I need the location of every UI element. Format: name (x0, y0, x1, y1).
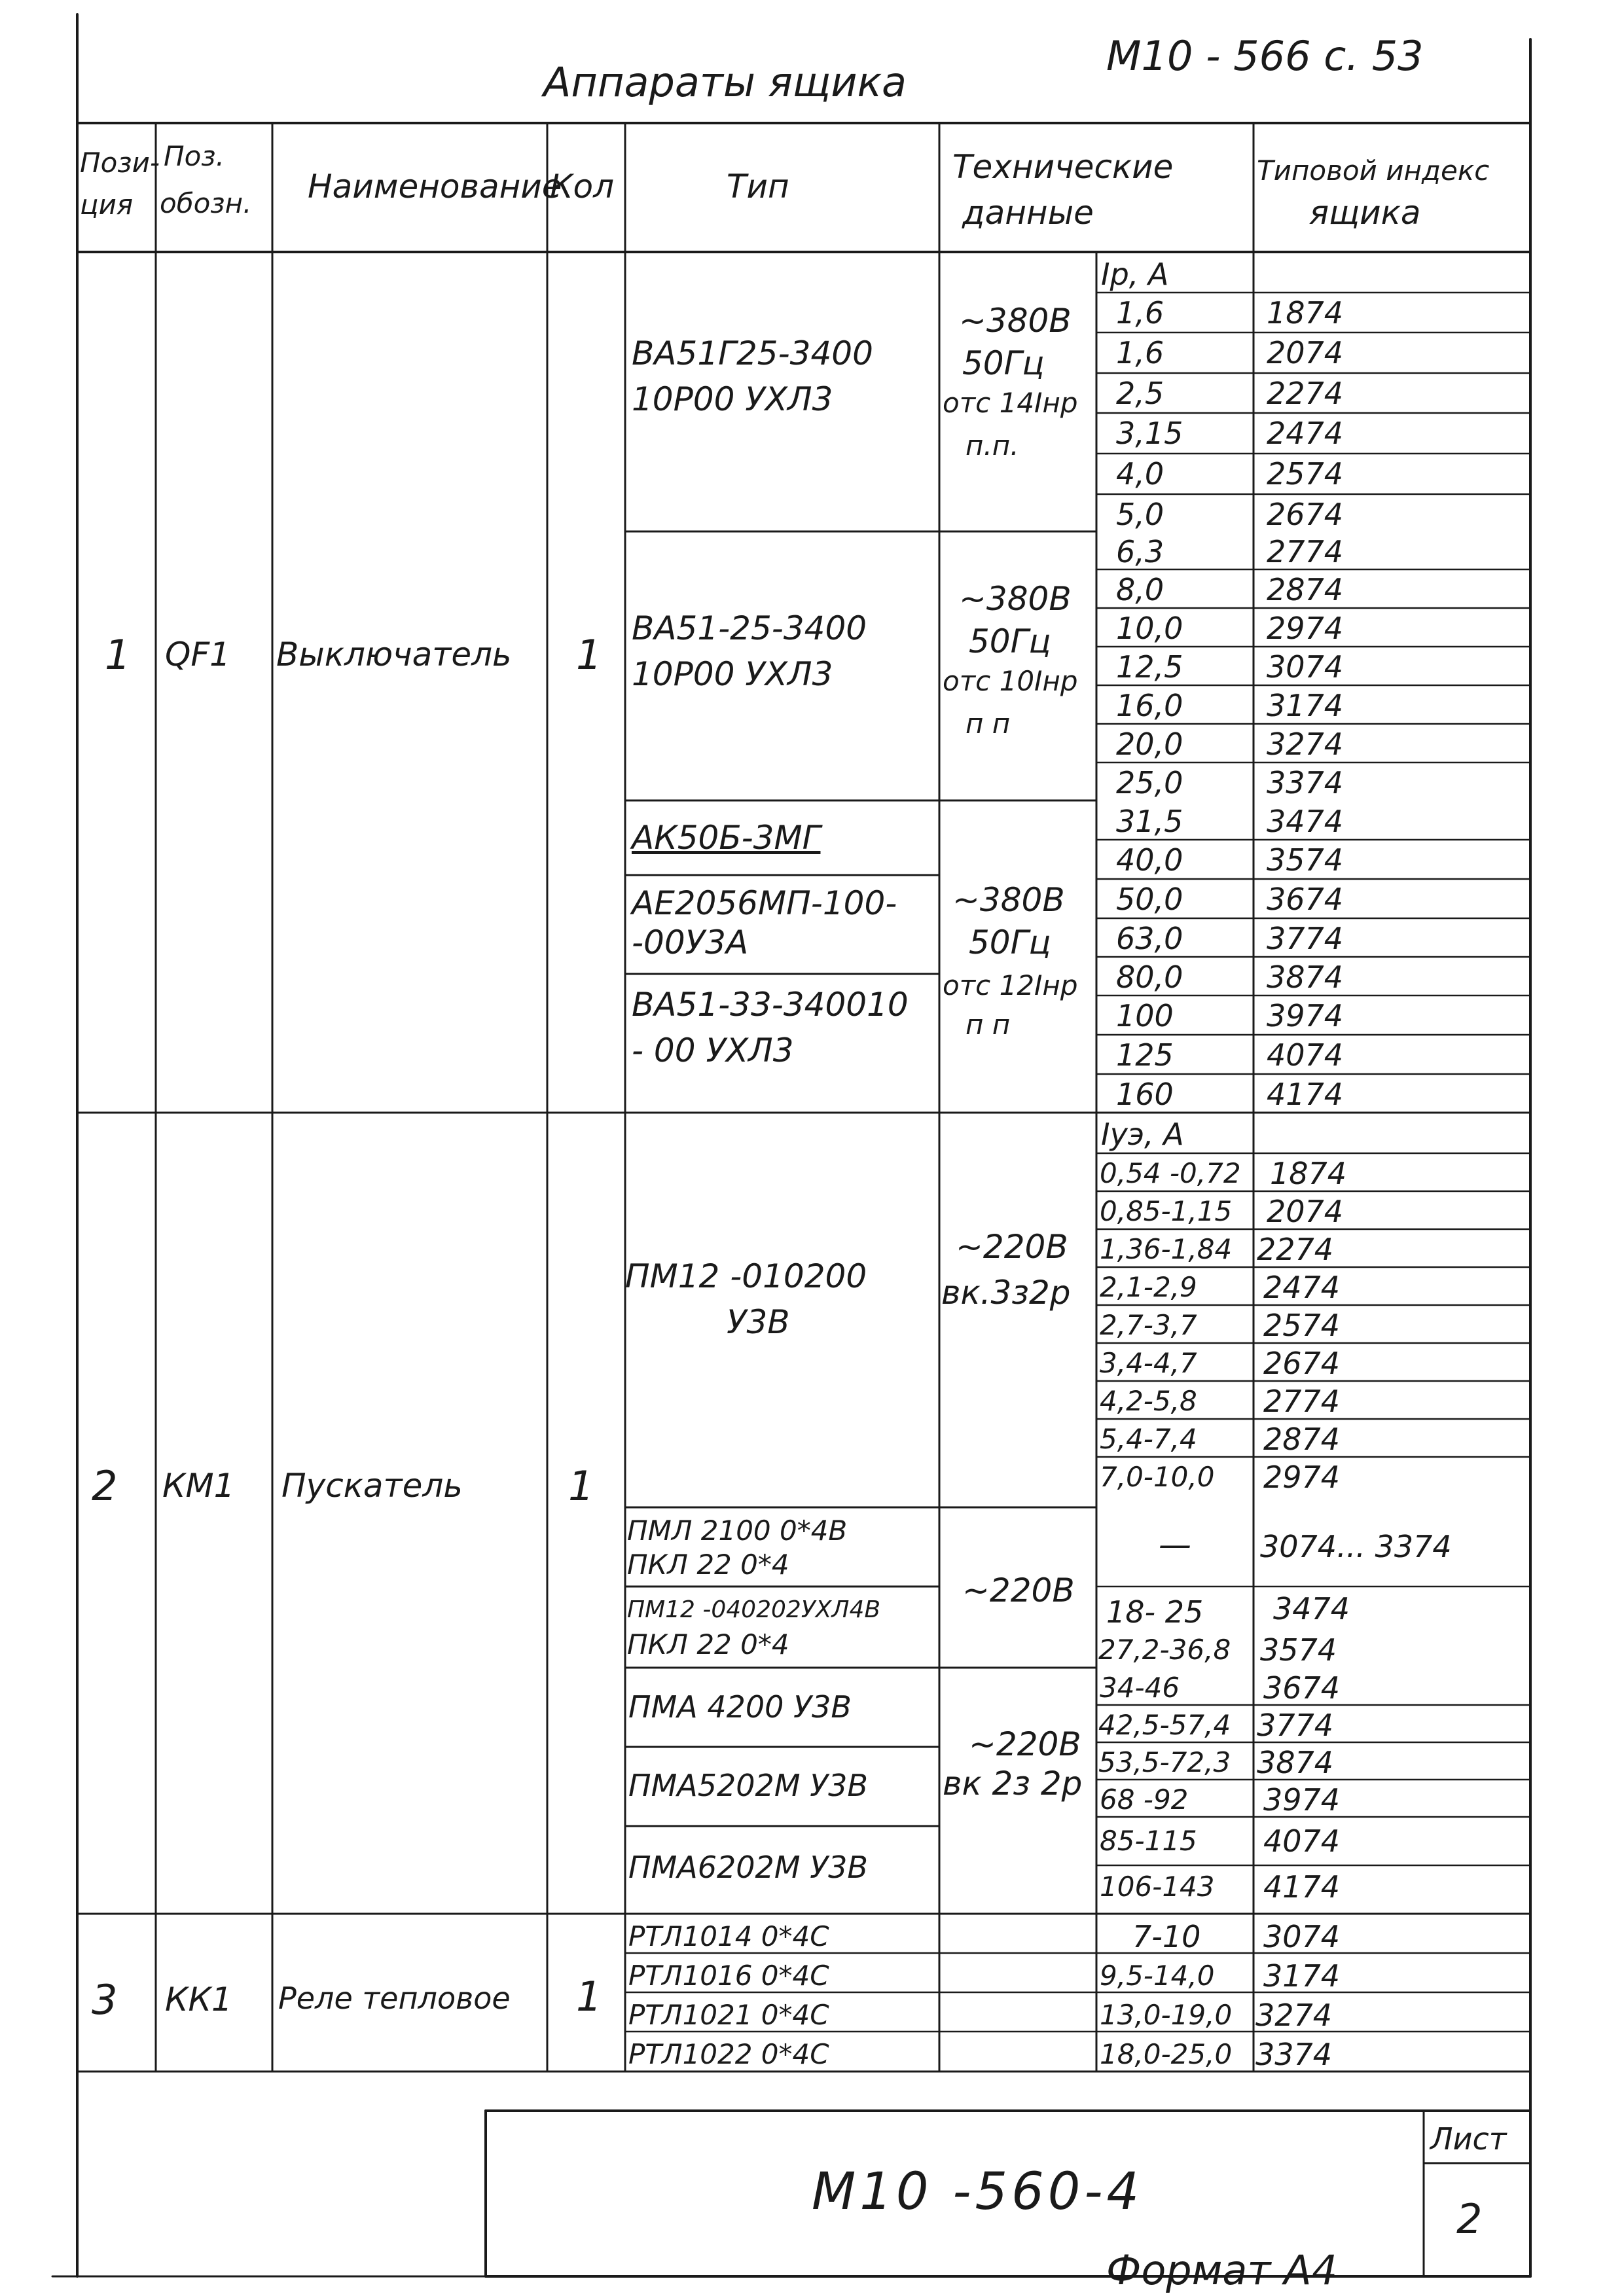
type-2-4-l1: ПМА 4200 У3В (628, 1689, 852, 1725)
g1-value: 40,0 (1116, 842, 1183, 878)
stamp-document-code: М10 -560-4 (812, 2162, 1144, 2221)
type-1-5-l2: - 00 УХЛ3 (632, 1031, 794, 1069)
g2-value: 2,7-3,7 (1100, 1309, 1197, 1341)
g1-value: 25,0 (1116, 765, 1183, 800)
header-qty: Кол (550, 168, 615, 206)
type-2-6-l1: ПМА6202М У3В (628, 1850, 868, 1885)
g1-index: 3174 (1267, 688, 1344, 723)
g3-index: 3174 (1263, 1958, 1341, 1994)
type-3-2: РТЛ1016 0*4С (628, 1960, 829, 1992)
g2-value: 18- 25 (1106, 1594, 1204, 1630)
g1-index: 3074 (1267, 649, 1344, 685)
g2-index: 2974 (1263, 1460, 1341, 1495)
tech-2-1-l1: ~220В (956, 1228, 1068, 1266)
tech-1-1-l4: п.п. (965, 429, 1019, 461)
type-2-5-l1: ПМА5202М У3В (628, 1768, 868, 1803)
header-index-2: ящика (1309, 194, 1421, 232)
header-name: Наименование (308, 168, 562, 206)
type-1-4-l1: АЕ2056МП-100- (632, 884, 897, 922)
header-position-2: ция (80, 188, 134, 221)
tech-2-1-l2: вк.3з2р (941, 1274, 1071, 1312)
g1-index: 2674 (1267, 497, 1344, 532)
type-2-2-l2: ПКЛ 22 0*4 (627, 1549, 789, 1581)
g2-index: 2574 (1263, 1308, 1341, 1343)
g1-value: 5,0 (1116, 497, 1164, 532)
header-index-1: Типовой индекс (1257, 154, 1490, 187)
g1-index: 3774 (1267, 921, 1344, 956)
g1-index: 1874 (1267, 295, 1344, 331)
g2-index: 2074 (1267, 1194, 1344, 1229)
g1-index: 3574 (1267, 842, 1344, 878)
page-title: Аппараты ящика (543, 58, 907, 106)
g1-index: 2774 (1267, 534, 1344, 569)
group3-position: 3 (92, 1976, 118, 2024)
tech-1-3-l3: отс 12Iнр (943, 969, 1078, 1001)
g1-value: 125 (1116, 1037, 1174, 1073)
g2-value: 0,85-1,15 (1100, 1195, 1233, 1227)
header-designation-1: Поз. (164, 140, 225, 172)
g2-index: 2474 (1263, 1270, 1341, 1305)
g1-value: 6,3 (1116, 534, 1164, 569)
g1-index: 3874 (1267, 960, 1344, 995)
g1-value: 3,15 (1116, 416, 1183, 451)
g2-value: 53,5-72,3 (1098, 1746, 1231, 1778)
g2-index: 3674 (1263, 1670, 1341, 1706)
tech-2-3-l1: ~220В (969, 1725, 1081, 1763)
g3-index: 3074 (1263, 1919, 1341, 1954)
g1-value: 20,0 (1116, 726, 1183, 762)
type-1-2-l2: 10Р00 УХЛ3 (632, 655, 833, 693)
tech-1-1-l3: отс 14Iнр (943, 387, 1078, 419)
g2-index: 2274 (1257, 1232, 1334, 1267)
g2-index: 3474 (1273, 1591, 1350, 1626)
tech-1-2-l1: ~380В (959, 580, 1072, 618)
group1-qty: 1 (576, 631, 602, 679)
g1-index: 3374 (1267, 765, 1344, 800)
g3-value: 9,5-14,0 (1100, 1960, 1215, 1992)
g1-index: 2274 (1267, 376, 1344, 411)
header-type: Тип (727, 168, 789, 206)
type-2-2-l1: ПМЛ 2100 0*4В (627, 1515, 848, 1547)
tech-1-3-l2: 50Гц (969, 924, 1051, 961)
stamp-sheet-label: Лист (1430, 2121, 1507, 2157)
type-1-1-l1: ВА51Г25-3400 (632, 334, 873, 372)
g2-value: 68 -92 (1100, 1784, 1189, 1816)
g1-value: 63,0 (1116, 921, 1183, 956)
group1-position: 1 (105, 631, 131, 679)
type-1-5-l1: ВА51-33-340010 (632, 986, 909, 1024)
tech-1-2-l2: 50Гц (969, 622, 1051, 660)
document-code: М10 - 566 с. 53 (1106, 32, 1424, 80)
tech-1-1-l1: ~380В (959, 302, 1072, 340)
g2-index: 3974 (1263, 1782, 1341, 1818)
g2-value: 106-143 (1100, 1871, 1215, 1903)
type-2-3-l2: ПКЛ 22 0*4 (627, 1628, 789, 1660)
g3-value: 7-10 (1132, 1919, 1201, 1954)
g2-index: 4074 (1263, 1823, 1341, 1859)
type-2-1-l1: ПМ12 -010200 (625, 1257, 867, 1295)
g2-value: 3,4-4,7 (1100, 1347, 1197, 1379)
g2-value: 42,5-57,4 (1098, 1709, 1231, 1741)
g1-value: 2,5 (1116, 376, 1164, 411)
g2-index: 2674 (1263, 1346, 1341, 1381)
tech-1-3-l1: ~380В (952, 881, 1065, 919)
g1-value: 8,0 (1116, 572, 1164, 607)
g2-value: 2,1-2,9 (1100, 1271, 1197, 1303)
type-1-3-l1: АК50Б-3МГ (632, 819, 821, 857)
group1-param-label: Iр, А (1101, 257, 1169, 292)
g2-value: — (1159, 1526, 1191, 1564)
paper-format: Формат А4 (1106, 2246, 1338, 2294)
g2-value: 5,4-7,4 (1100, 1423, 1197, 1455)
header-position-1: Пози- (80, 147, 160, 179)
g1-index: 2474 (1267, 416, 1344, 451)
g1-value: 31,5 (1116, 804, 1183, 839)
g1-value: 50,0 (1116, 882, 1183, 917)
g2-index: 2774 (1263, 1384, 1341, 1419)
g2-index: 2874 (1263, 1422, 1341, 1457)
g1-index: 3274 (1267, 726, 1344, 762)
g2-value: 0,54 -0,72 (1100, 1157, 1241, 1189)
header-tech-1: Технические (952, 148, 1174, 186)
type-1-4-l2: -00У3А (632, 924, 749, 961)
type-3-4: РТЛ1022 0*4С (628, 2038, 829, 2070)
g1-value: 1,6 (1116, 335, 1164, 370)
group2-param-label: Iуэ, А (1101, 1117, 1184, 1152)
group3-qty: 1 (576, 1973, 602, 2020)
g1-value: 80,0 (1116, 960, 1183, 995)
g1-value: 12,5 (1116, 649, 1183, 685)
type-2-1-l2: У3В (727, 1303, 790, 1341)
type-2-3-l1: ПМ12 -040202УХЛ4В (627, 1596, 881, 1623)
g2-value: 1,36-1,84 (1100, 1233, 1233, 1265)
type-3-3: РТЛ1021 0*4С (628, 1999, 829, 2031)
g2-value: 34-46 (1100, 1672, 1180, 1704)
group1-name: Выключатель (276, 636, 512, 673)
g2-index: 3074... 3374 (1260, 1529, 1452, 1564)
tech-1-2-l3: отс 10Iнр (943, 665, 1078, 697)
g1-value: 10,0 (1116, 611, 1183, 646)
type-3-1: РТЛ1014 0*4С (628, 1920, 829, 1952)
g2-value: 27,2-36,8 (1098, 1634, 1231, 1666)
header-tech-2: данные (962, 194, 1094, 232)
g1-index: 3674 (1267, 882, 1344, 917)
g2-value: 85-115 (1100, 1825, 1197, 1857)
g1-index: 2974 (1267, 611, 1344, 646)
g3-index: 3274 (1255, 1998, 1333, 2033)
g1-index: 3474 (1267, 804, 1344, 839)
g1-index: 2574 (1267, 456, 1344, 492)
group2-position: 2 (92, 1462, 118, 1510)
tech-1-1-l2: 50Гц (962, 344, 1045, 382)
g2-value: 4,2-5,8 (1100, 1385, 1197, 1417)
group3-designation: КК1 (165, 1981, 232, 2018)
group2-designation: КМ1 (162, 1467, 235, 1505)
g1-index: 4174 (1267, 1077, 1344, 1112)
g2-value: 7,0-10,0 (1100, 1461, 1215, 1493)
group3-name: Реле тепловое (278, 1981, 511, 2016)
type-1-2-l1: ВА51-25-3400 (632, 609, 867, 647)
tech-2-2-l1: ~220В (962, 1571, 1075, 1609)
g1-index: 3974 (1267, 998, 1344, 1033)
tech-1-2-l4: п п (965, 708, 1011, 740)
tech-1-3-l4: п п (965, 1009, 1011, 1041)
g1-index: 4074 (1267, 1037, 1344, 1073)
g3-value: 18,0-25,0 (1100, 2038, 1233, 2070)
g3-index: 3374 (1255, 2037, 1333, 2072)
g3-value: 13,0-19,0 (1100, 1999, 1233, 2031)
g1-index: 2874 (1267, 572, 1344, 607)
g2-index: 1874 (1270, 1156, 1347, 1191)
g1-value: 16,0 (1116, 688, 1183, 723)
g1-index: 2074 (1267, 335, 1344, 370)
header-designation-2: обозн. (160, 187, 252, 219)
g2-index: 3574 (1260, 1632, 1337, 1668)
g2-index: 3874 (1257, 1745, 1334, 1780)
g2-index: 3774 (1257, 1708, 1334, 1743)
tech-2-3-l2: вк 2з 2р (943, 1765, 1083, 1803)
g1-value: 1,6 (1116, 295, 1164, 331)
group2-name: Пускатель (281, 1467, 463, 1505)
group1-designation: QF1 (165, 636, 230, 673)
type-1-1-l2: 10Р00 УХЛ3 (632, 380, 833, 418)
g1-value: 4,0 (1116, 456, 1164, 492)
stamp-sheet-number: 2 (1456, 2195, 1483, 2243)
g2-index: 4174 (1263, 1869, 1341, 1905)
g1-value: 160 (1116, 1077, 1174, 1112)
g1-value: 100 (1116, 998, 1174, 1033)
group2-qty: 1 (568, 1462, 594, 1510)
